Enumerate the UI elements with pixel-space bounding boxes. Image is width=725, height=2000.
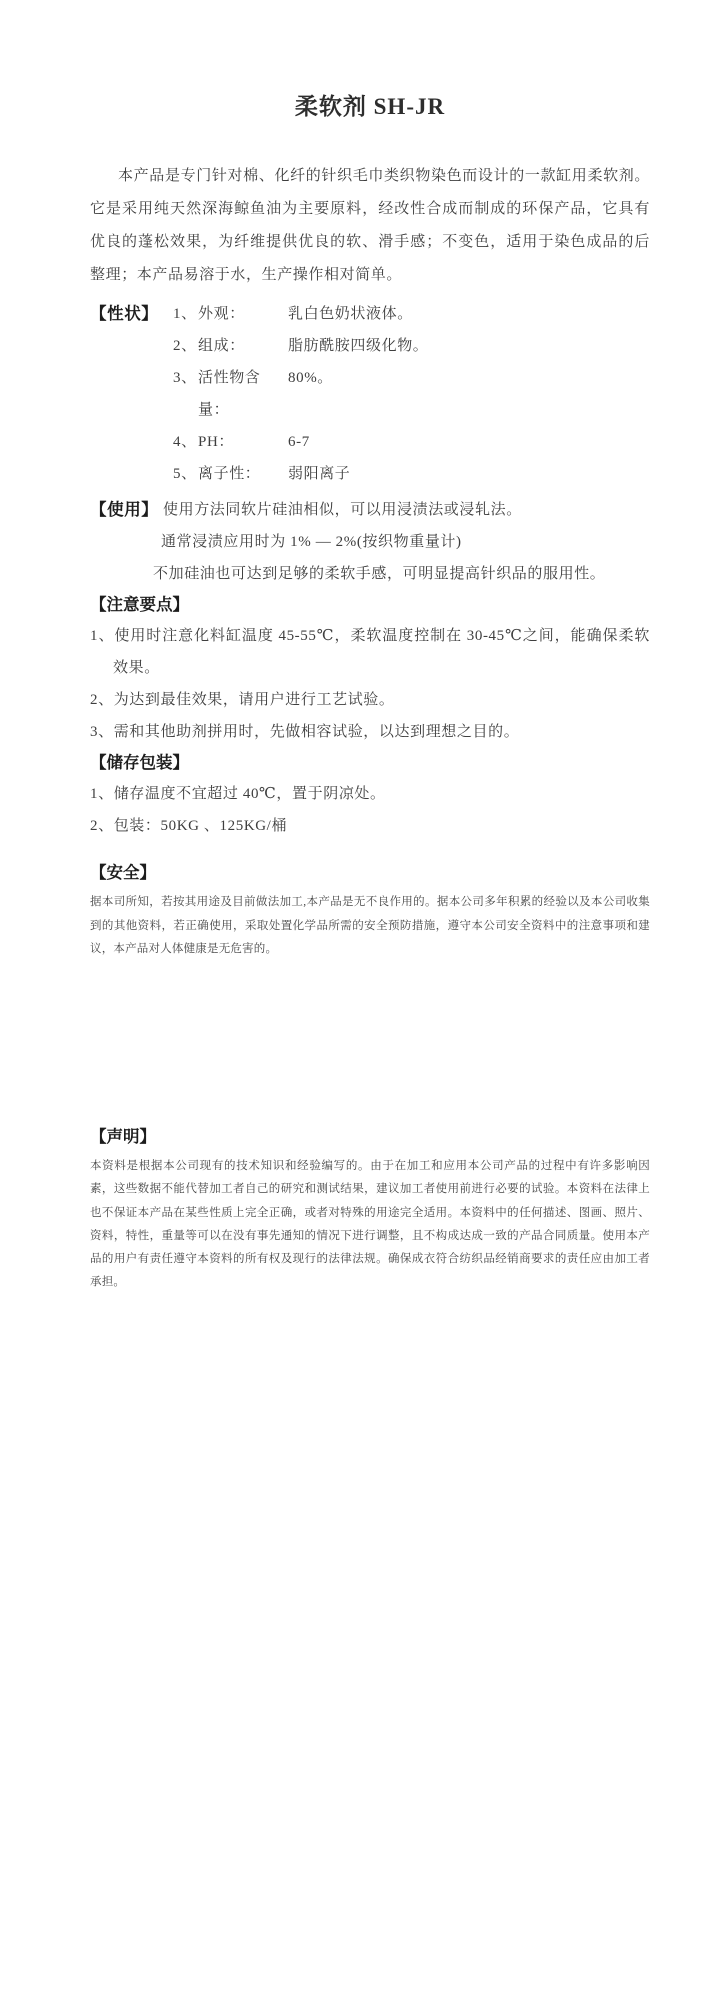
property-indent (90, 426, 173, 458)
page-title: 柔软剂 SH-JR (294, 94, 446, 119)
statement-section-header: 【声明】 (90, 1128, 156, 1147)
property-value: 弱阳离子 (288, 466, 351, 482)
usage-line: 通常浸渍应用时为 1% — 2%(按织物重量计) (161, 534, 462, 550)
note-item: 3、需和其他助剂拼用时，先做相容试验，以达到理想之目的。 (90, 724, 520, 740)
usage-text: 使用方法同软片硅油相似，可以用浸渍法或浸轧法。 (163, 502, 522, 518)
property-indent (90, 362, 173, 426)
property-number: 2、 (173, 338, 197, 354)
storage-item: 1、储存温度不宜超过 40℃，置于阴凉处。 (90, 786, 386, 802)
section-properties (90, 298, 650, 490)
property-value: 乳白色奶状液体。 (288, 306, 413, 322)
property-number: 5、 (173, 466, 197, 482)
property-number: 1、 (173, 306, 197, 322)
property-label: 离子性： (198, 466, 261, 482)
statement-paragraph: 本资料是根据本公司现有的技术知识和经验编写的。由于在加工和应用本公司产品的过程中有许多影响因素，这些数据不能代替加工者自己的研究和测试结果，建议加工者使用前进行必要的试验。本资料在法律上也不保证本产品在某些性质上完全正确，或者对特殊的用途完全适用。本资料中的任何描述、图画、照片、资料，特性，重量等可以在没有事先通知的情况下进行调整，且不构成达成一致的产品合同质量。使用本产品的用户有责任遵守本资料的所有权及现行的法律法规。确保成衣符合纺织品经销商要求的责任应由加工者承担。 (90, 1160, 650, 1289)
property-label: 组成： (198, 338, 245, 354)
properties-section-header: 【性状】 (90, 305, 159, 323)
property-indent (90, 458, 173, 490)
property-value: 80%。 (288, 370, 333, 386)
property-row (90, 298, 650, 330)
property-number: 3、 (173, 370, 197, 386)
storage-item: 2、包装：50KG 、125KG/桶 (90, 818, 288, 834)
property-row (90, 458, 650, 490)
usage-section-header: 【使用】 (90, 501, 159, 519)
section-statement (90, 1122, 650, 1294)
safety-paragraph: 据本司所知，若按其用途及目前做法加工,本产品是无不良作用的。据本公司多年积累的经验以及本公司收集到的其他资料，若正确使用，采取处置化学品所需的安全预防措施，遵守本公司安全资料中的注意事项和建议，本产品对人体健康是无危害的。 (90, 896, 650, 956)
property-row (90, 330, 650, 362)
intro-paragraph: 本产品是专门针对棉、化纤的针织毛巾类织物染色而设计的一款缸用柔软剂。它是采用纯天然深海鲸鱼油为主要原料，经改性合成而制成的环保产品，它具有优良的蓬松效果，为纤维提供优良的软、滑手感；不变色，适用于染色成品的后整理；本产品易溶于水，生产操作相对简单。 (90, 168, 650, 283)
property-row (90, 362, 650, 426)
property-indent (90, 330, 173, 362)
usage-line (90, 494, 650, 526)
property-label: 活性物含量： (198, 370, 261, 418)
section-notes (90, 590, 650, 748)
usage-line: 不加硅油也可达到足够的柔软手感，可明显提高针织品的服用性。 (153, 566, 606, 582)
note-item: 2、为达到最佳效果，请用户进行工艺试验。 (90, 692, 395, 708)
section-usage (90, 494, 650, 590)
notes-section-header: 【注意要点】 (90, 596, 189, 614)
note-item: 1、使用时注意化料缸温度 45-55℃，柔软温度控制在 30-45℃之间，能确保柔软效果。 (90, 628, 650, 676)
safety-section-header: 【安全】 (90, 864, 156, 882)
property-row (90, 426, 650, 458)
section-storage (90, 748, 650, 842)
property-value: 脂肪酰胺四级化物。 (288, 338, 429, 354)
property-number: 4、 (173, 434, 197, 450)
property-label: 外观： (198, 306, 245, 322)
storage-section-header: 【储存包装】 (90, 754, 189, 772)
section-safety (90, 858, 650, 962)
property-value: 6-7 (288, 434, 310, 450)
property-label: PH： (198, 434, 234, 450)
